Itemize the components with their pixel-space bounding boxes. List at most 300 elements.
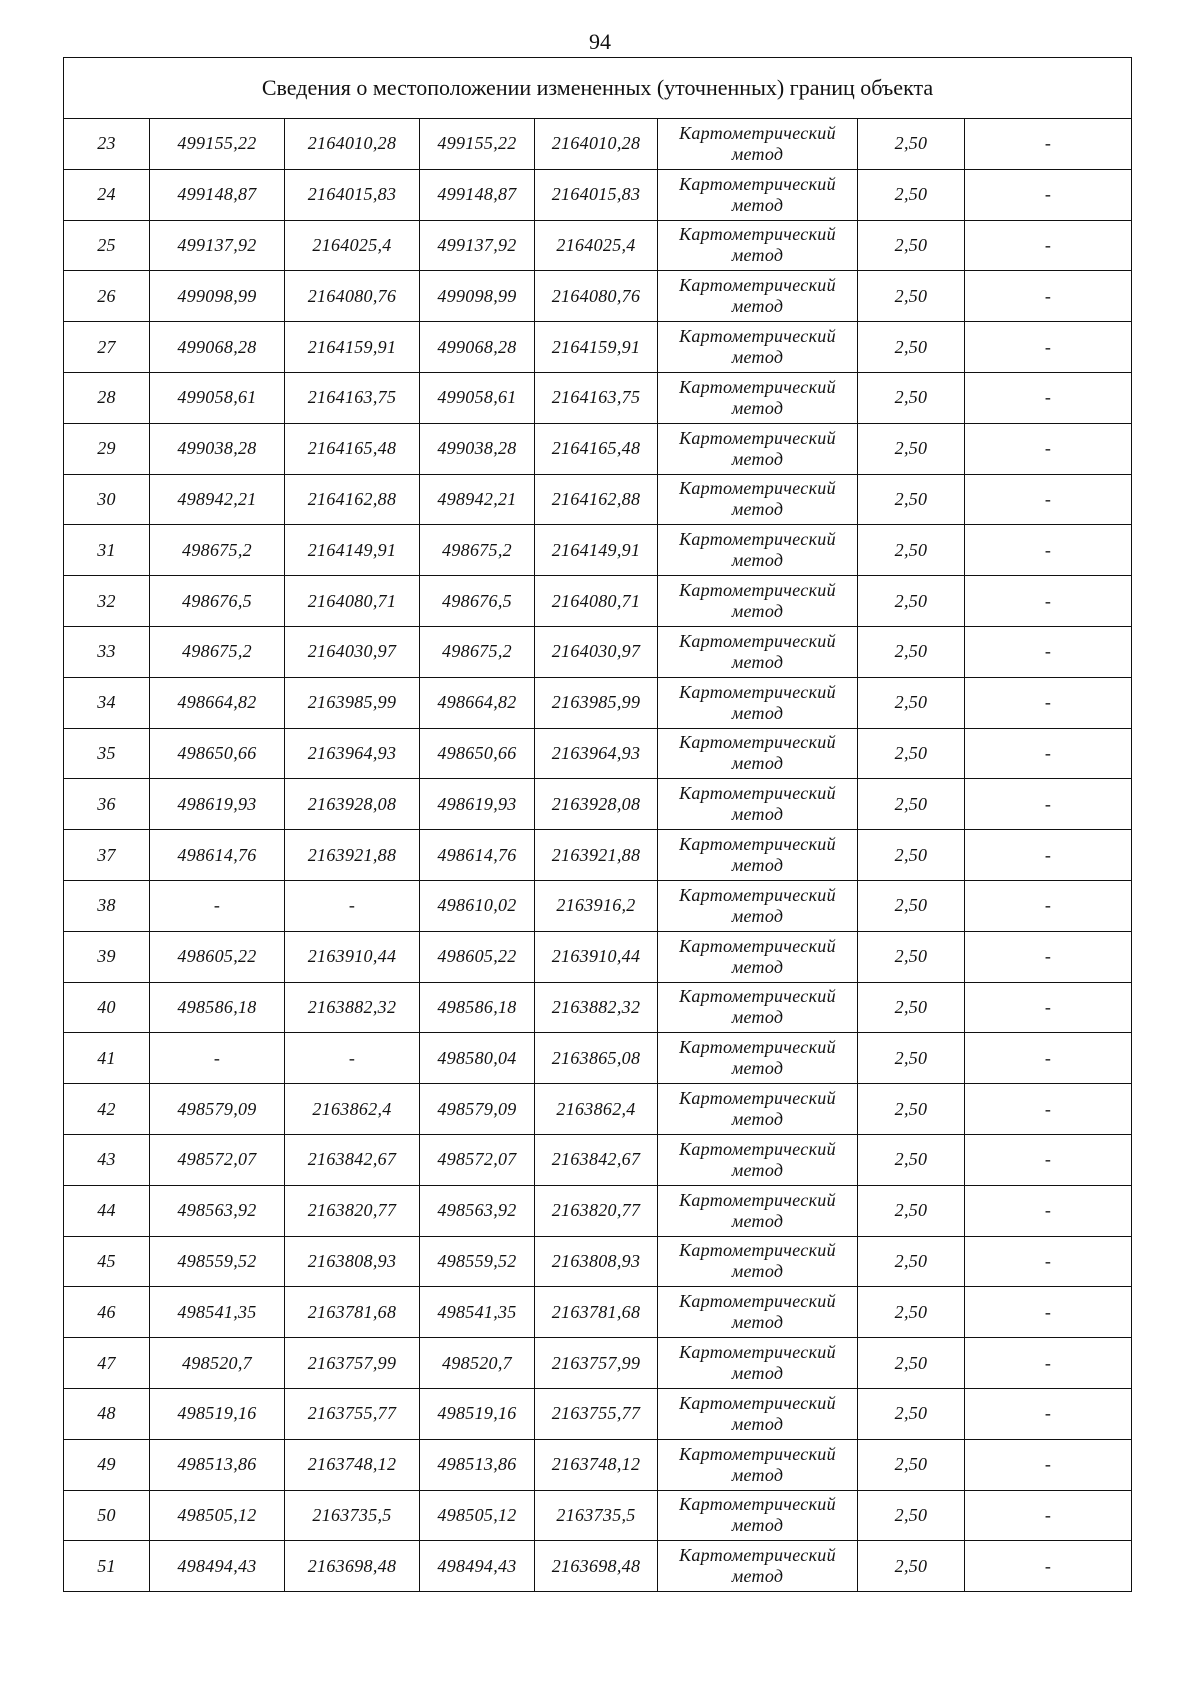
refined-y-cell: 2164162,88	[535, 474, 658, 525]
note-cell: -	[965, 372, 1132, 423]
existing-x-cell: 498494,43	[150, 1541, 285, 1592]
accuracy-cell: 2,50	[858, 576, 965, 627]
note-cell: -	[965, 728, 1132, 779]
refined-x-cell: 499155,22	[420, 119, 535, 170]
existing-x-cell: 498519,16	[150, 1388, 285, 1439]
existing-y-cell: -	[285, 880, 420, 931]
refined-x-cell: 498519,16	[420, 1388, 535, 1439]
point-number-cell: 37	[64, 830, 150, 881]
point-number-cell: 39	[64, 931, 150, 982]
method-cell	[658, 830, 858, 881]
method-line-1: Картометрический	[679, 884, 836, 905]
existing-y-cell: 2163928,08	[285, 779, 420, 830]
table-row	[64, 1185, 1132, 1236]
note-cell: -	[965, 1236, 1132, 1287]
method-line-2: метод	[731, 143, 784, 164]
note-cell: -	[965, 880, 1132, 931]
existing-x-cell: 498675,2	[150, 525, 285, 576]
refined-x-cell: 498610,02	[420, 880, 535, 931]
accuracy-cell: 2,50	[858, 1490, 965, 1541]
existing-x-cell: 498605,22	[150, 931, 285, 982]
method-cell	[658, 1236, 858, 1287]
point-number-cell: 24	[64, 169, 150, 220]
existing-x-cell: 498942,21	[150, 474, 285, 525]
method-cell	[658, 423, 858, 474]
method-line-1: Картометрический	[679, 529, 836, 550]
note-cell: -	[965, 830, 1132, 881]
point-number-cell: 23	[64, 119, 150, 170]
accuracy-cell: 2,50	[858, 119, 965, 170]
method-cell	[658, 525, 858, 576]
method-line-2: метод	[731, 1413, 784, 1434]
note-cell: -	[965, 1287, 1132, 1338]
note-cell: -	[965, 169, 1132, 220]
existing-x-cell: 499068,28	[150, 322, 285, 373]
method-cell	[658, 474, 858, 525]
existing-y-cell: 2163842,67	[285, 1134, 420, 1185]
note-cell: -	[965, 271, 1132, 322]
table-row	[64, 1338, 1132, 1389]
refined-x-cell: 498563,92	[420, 1185, 535, 1236]
existing-x-cell: 498676,5	[150, 576, 285, 627]
method-cell	[658, 169, 858, 220]
refined-x-cell: 498572,07	[420, 1134, 535, 1185]
point-number-cell: 49	[64, 1439, 150, 1490]
refined-y-cell: 2163865,08	[535, 1033, 658, 1084]
method-line-2: метод	[731, 397, 784, 418]
accuracy-cell: 2,50	[858, 626, 965, 677]
method-cell	[658, 931, 858, 982]
accuracy-cell: 2,50	[858, 1388, 965, 1439]
method-cell	[658, 880, 858, 931]
method-line-1: Картометрический	[679, 783, 836, 804]
refined-y-cell: 2163928,08	[535, 779, 658, 830]
note-cell: -	[965, 982, 1132, 1033]
refined-x-cell: 498605,22	[420, 931, 535, 982]
method-line-2: метод	[731, 448, 784, 469]
note-cell: -	[965, 423, 1132, 474]
refined-y-cell: 2163820,77	[535, 1185, 658, 1236]
refined-y-cell: 2163781,68	[535, 1287, 658, 1338]
table-row	[64, 220, 1132, 271]
existing-y-cell: 2163910,44	[285, 931, 420, 982]
method-cell	[658, 1033, 858, 1084]
table-row	[64, 931, 1132, 982]
table-row	[64, 1236, 1132, 1287]
method-line-2: метод	[731, 550, 784, 571]
table-title-row	[64, 58, 1132, 119]
method-line-1: Картометрический	[679, 580, 836, 601]
table-row	[64, 880, 1132, 931]
method-line-1: Картометрический	[679, 1342, 836, 1363]
point-number-cell: 36	[64, 779, 150, 830]
refined-x-cell: 498614,76	[420, 830, 535, 881]
existing-y-cell: 2163985,99	[285, 677, 420, 728]
accuracy-cell: 2,50	[858, 1287, 965, 1338]
method-line-1: Картометрический	[679, 1088, 836, 1109]
note-cell: -	[965, 576, 1132, 627]
existing-y-cell: 2164165,48	[285, 423, 420, 474]
refined-x-cell: 498580,04	[420, 1033, 535, 1084]
note-cell: -	[965, 1185, 1132, 1236]
existing-y-cell: 2163698,48	[285, 1541, 420, 1592]
accuracy-cell: 2,50	[858, 322, 965, 373]
method-line-2: метод	[731, 245, 784, 266]
method-line-1: Картометрический	[679, 122, 836, 143]
method-line-1: Картометрический	[679, 1189, 836, 1210]
method-line-2: метод	[731, 804, 784, 825]
point-number-cell: 42	[64, 1084, 150, 1135]
method-line-1: Картометрический	[679, 224, 836, 245]
note-cell: -	[965, 220, 1132, 271]
method-line-2: метод	[731, 1363, 784, 1384]
refined-y-cell: 2163808,93	[535, 1236, 658, 1287]
method-line-1: Картометрический	[679, 1291, 836, 1312]
method-line-1: Картометрический	[679, 1443, 836, 1464]
accuracy-cell: 2,50	[858, 1439, 965, 1490]
table-row	[64, 322, 1132, 373]
refined-y-cell: 2164080,76	[535, 271, 658, 322]
method-line-2: метод	[731, 194, 784, 215]
boundary-coordinates-table	[63, 57, 1132, 1592]
refined-x-cell: 498579,09	[420, 1084, 535, 1135]
accuracy-cell: 2,50	[858, 474, 965, 525]
existing-y-cell: 2163781,68	[285, 1287, 420, 1338]
existing-y-cell: 2164159,91	[285, 322, 420, 373]
refined-x-cell: 498494,43	[420, 1541, 535, 1592]
method-line-1: Картометрический	[679, 1545, 836, 1566]
existing-y-cell: 2163748,12	[285, 1439, 420, 1490]
table-row	[64, 474, 1132, 525]
existing-x-cell: 498505,12	[150, 1490, 285, 1541]
table-row	[64, 1287, 1132, 1338]
method-line-1: Картометрический	[679, 326, 836, 347]
existing-x-cell: 498572,07	[150, 1134, 285, 1185]
point-number-cell: 34	[64, 677, 150, 728]
note-cell: -	[965, 931, 1132, 982]
accuracy-cell: 2,50	[858, 1338, 965, 1389]
refined-x-cell: 498541,35	[420, 1287, 535, 1338]
method-line-1: Картометрический	[679, 275, 836, 296]
refined-x-cell: 498520,7	[420, 1338, 535, 1389]
accuracy-cell: 2,50	[858, 931, 965, 982]
existing-y-cell: 2164010,28	[285, 119, 420, 170]
table-row	[64, 1541, 1132, 1592]
table-row	[64, 1033, 1132, 1084]
refined-y-cell: 2163748,12	[535, 1439, 658, 1490]
accuracy-cell: 2,50	[858, 1033, 965, 1084]
refined-x-cell: 498675,2	[420, 525, 535, 576]
existing-x-cell: 498563,92	[150, 1185, 285, 1236]
accuracy-cell: 2,50	[858, 677, 965, 728]
refined-x-cell: 499148,87	[420, 169, 535, 220]
refined-y-cell: 2163698,48	[535, 1541, 658, 1592]
refined-x-cell: 498505,12	[420, 1490, 535, 1541]
accuracy-cell: 2,50	[858, 1185, 965, 1236]
accuracy-cell: 2,50	[858, 779, 965, 830]
existing-y-cell: 2164025,4	[285, 220, 420, 271]
method-line-2: метод	[731, 347, 784, 368]
table-row	[64, 830, 1132, 881]
note-cell: -	[965, 1439, 1132, 1490]
table-row	[64, 525, 1132, 576]
table-title: Сведения о местоположении измененных (уточненных) границ объекта	[64, 58, 1132, 119]
method-line-1: Картометрический	[679, 1494, 836, 1515]
existing-x-cell: 498619,93	[150, 779, 285, 830]
refined-x-cell: 498942,21	[420, 474, 535, 525]
table-row	[64, 626, 1132, 677]
existing-y-cell: 2163755,77	[285, 1388, 420, 1439]
point-number-cell: 29	[64, 423, 150, 474]
existing-x-cell: 499155,22	[150, 119, 285, 170]
existing-y-cell: 2164162,88	[285, 474, 420, 525]
point-number-cell: 33	[64, 626, 150, 677]
existing-x-cell: 499137,92	[150, 220, 285, 271]
note-cell: -	[965, 322, 1132, 373]
point-number-cell: 38	[64, 880, 150, 931]
method-line-1: Картометрический	[679, 173, 836, 194]
method-cell	[658, 1490, 858, 1541]
existing-x-cell: 499038,28	[150, 423, 285, 474]
point-number-cell: 44	[64, 1185, 150, 1236]
method-cell	[658, 1541, 858, 1592]
point-number-cell: 41	[64, 1033, 150, 1084]
method-line-1: Картометрический	[679, 427, 836, 448]
existing-y-cell: 2163820,77	[285, 1185, 420, 1236]
existing-x-cell: 498650,66	[150, 728, 285, 779]
note-cell: -	[965, 1388, 1132, 1439]
note-cell: -	[965, 1541, 1132, 1592]
existing-y-cell: 2163862,4	[285, 1084, 420, 1135]
existing-x-cell: 498614,76	[150, 830, 285, 881]
method-line-1: Картометрический	[679, 1037, 836, 1058]
method-line-2: метод	[731, 1261, 784, 1282]
method-cell	[658, 626, 858, 677]
point-number-cell: 28	[64, 372, 150, 423]
point-number-cell: 47	[64, 1338, 150, 1389]
refined-x-cell: 499038,28	[420, 423, 535, 474]
refined-x-cell: 499137,92	[420, 220, 535, 271]
method-line-2: метод	[731, 1312, 784, 1333]
method-line-2: метод	[731, 1058, 784, 1079]
method-cell	[658, 677, 858, 728]
method-line-2: метод	[731, 1464, 784, 1485]
method-line-2: метод	[731, 1210, 784, 1231]
accuracy-cell: 2,50	[858, 372, 965, 423]
point-number-cell: 26	[64, 271, 150, 322]
note-cell: -	[965, 1033, 1132, 1084]
refined-x-cell: 498676,5	[420, 576, 535, 627]
existing-y-cell: 2164015,83	[285, 169, 420, 220]
refined-y-cell: 2163921,88	[535, 830, 658, 881]
page-number: 94	[589, 29, 611, 54]
refined-y-cell: 2163916,2	[535, 880, 658, 931]
refined-y-cell: 2164163,75	[535, 372, 658, 423]
method-line-2: метод	[731, 1159, 784, 1180]
method-line-2: метод	[731, 1109, 784, 1130]
table-row	[64, 271, 1132, 322]
existing-y-cell: 2164030,97	[285, 626, 420, 677]
table-row	[64, 119, 1132, 170]
method-cell	[658, 982, 858, 1033]
method-line-2: метод	[731, 296, 784, 317]
table-row	[64, 779, 1132, 830]
point-number-cell: 50	[64, 1490, 150, 1541]
refined-y-cell: 2163757,99	[535, 1338, 658, 1389]
accuracy-cell: 2,50	[858, 220, 965, 271]
table-row	[64, 1084, 1132, 1135]
existing-x-cell: 498541,35	[150, 1287, 285, 1338]
method-cell	[658, 1338, 858, 1389]
method-cell	[658, 1439, 858, 1490]
method-line-2: метод	[731, 702, 784, 723]
note-cell: -	[965, 626, 1132, 677]
table-row	[64, 576, 1132, 627]
existing-x-cell: 498664,82	[150, 677, 285, 728]
method-line-2: метод	[731, 1566, 784, 1587]
refined-y-cell: 2164010,28	[535, 119, 658, 170]
refined-x-cell: 499058,61	[420, 372, 535, 423]
method-line-1: Картометрический	[679, 935, 836, 956]
refined-y-cell: 2164159,91	[535, 322, 658, 373]
refined-x-cell: 498513,86	[420, 1439, 535, 1490]
method-line-2: метод	[731, 855, 784, 876]
existing-y-cell: 2163735,5	[285, 1490, 420, 1541]
refined-x-cell: 499098,99	[420, 271, 535, 322]
refined-y-cell: 2164025,4	[535, 220, 658, 271]
method-cell	[658, 779, 858, 830]
refined-x-cell: 498664,82	[420, 677, 535, 728]
refined-y-cell: 2164080,71	[535, 576, 658, 627]
existing-y-cell: 2164163,75	[285, 372, 420, 423]
method-cell	[658, 1388, 858, 1439]
table-row	[64, 423, 1132, 474]
existing-y-cell: -	[285, 1033, 420, 1084]
note-cell: -	[965, 474, 1132, 525]
accuracy-cell: 2,50	[858, 423, 965, 474]
accuracy-cell: 2,50	[858, 271, 965, 322]
point-number-cell: 25	[64, 220, 150, 271]
table-row	[64, 1388, 1132, 1439]
refined-x-cell: 498650,66	[420, 728, 535, 779]
refined-y-cell: 2164015,83	[535, 169, 658, 220]
existing-x-cell: 498513,86	[150, 1439, 285, 1490]
refined-x-cell: 498619,93	[420, 779, 535, 830]
method-line-2: метод	[731, 1515, 784, 1536]
method-cell	[658, 220, 858, 271]
refined-y-cell: 2164030,97	[535, 626, 658, 677]
accuracy-cell: 2,50	[858, 1134, 965, 1185]
method-line-1: Картометрический	[679, 1138, 836, 1159]
refined-y-cell: 2163735,5	[535, 1490, 658, 1541]
accuracy-cell: 2,50	[858, 1236, 965, 1287]
existing-x-cell: -	[150, 1033, 285, 1084]
accuracy-cell: 2,50	[858, 982, 965, 1033]
existing-y-cell: 2163757,99	[285, 1338, 420, 1389]
method-cell	[658, 119, 858, 170]
point-number-cell: 48	[64, 1388, 150, 1439]
method-line-2: метод	[731, 651, 784, 672]
point-number-cell: 46	[64, 1287, 150, 1338]
method-cell	[658, 1287, 858, 1338]
accuracy-cell: 2,50	[858, 1541, 965, 1592]
refined-y-cell: 2163755,77	[535, 1388, 658, 1439]
method-cell	[658, 728, 858, 779]
refined-y-cell: 2163910,44	[535, 931, 658, 982]
existing-y-cell: 2163808,93	[285, 1236, 420, 1287]
refined-x-cell: 498675,2	[420, 626, 535, 677]
accuracy-cell: 2,50	[858, 728, 965, 779]
method-cell	[658, 322, 858, 373]
existing-x-cell: 499058,61	[150, 372, 285, 423]
existing-y-cell: 2164080,76	[285, 271, 420, 322]
existing-x-cell: 498520,7	[150, 1338, 285, 1389]
existing-x-cell: 498579,09	[150, 1084, 285, 1135]
note-cell: -	[965, 1338, 1132, 1389]
note-cell: -	[965, 677, 1132, 728]
refined-y-cell: 2163882,32	[535, 982, 658, 1033]
table-row	[64, 1439, 1132, 1490]
point-number-cell: 35	[64, 728, 150, 779]
refined-y-cell: 2163964,93	[535, 728, 658, 779]
table-row	[64, 982, 1132, 1033]
method-cell	[658, 372, 858, 423]
accuracy-cell: 2,50	[858, 880, 965, 931]
refined-x-cell: 499068,28	[420, 322, 535, 373]
method-line-2: метод	[731, 905, 784, 926]
table-row	[64, 677, 1132, 728]
method-line-2: метод	[731, 1007, 784, 1028]
existing-y-cell: 2163921,88	[285, 830, 420, 881]
table-row	[64, 1134, 1132, 1185]
method-line-1: Картометрический	[679, 986, 836, 1007]
table-row	[64, 169, 1132, 220]
point-number-cell: 45	[64, 1236, 150, 1287]
existing-y-cell: 2163882,32	[285, 982, 420, 1033]
accuracy-cell: 2,50	[858, 1084, 965, 1135]
method-line-2: метод	[731, 499, 784, 520]
method-line-2: метод	[731, 753, 784, 774]
existing-y-cell: 2163964,93	[285, 728, 420, 779]
existing-x-cell: 498559,52	[150, 1236, 285, 1287]
accuracy-cell: 2,50	[858, 525, 965, 576]
note-cell: -	[965, 1490, 1132, 1541]
note-cell: -	[965, 1134, 1132, 1185]
method-cell	[658, 576, 858, 627]
refined-y-cell: 2164149,91	[535, 525, 658, 576]
method-line-1: Картометрический	[679, 681, 836, 702]
method-line-1: Картометрический	[679, 1240, 836, 1261]
note-cell: -	[965, 1084, 1132, 1135]
method-line-2: метод	[731, 956, 784, 977]
table-row	[64, 1490, 1132, 1541]
point-number-cell: 51	[64, 1541, 150, 1592]
method-line-1: Картометрический	[679, 478, 836, 499]
table-row	[64, 728, 1132, 779]
point-number-cell: 31	[64, 525, 150, 576]
method-line-1: Картометрический	[679, 376, 836, 397]
existing-x-cell: 498586,18	[150, 982, 285, 1033]
refined-y-cell: 2163985,99	[535, 677, 658, 728]
point-number-cell: 32	[64, 576, 150, 627]
note-cell: -	[965, 779, 1132, 830]
existing-x-cell: 499148,87	[150, 169, 285, 220]
table-row	[64, 372, 1132, 423]
refined-x-cell: 498586,18	[420, 982, 535, 1033]
point-number-cell: 40	[64, 982, 150, 1033]
method-line-1: Картометрический	[679, 834, 836, 855]
method-cell	[658, 1084, 858, 1135]
